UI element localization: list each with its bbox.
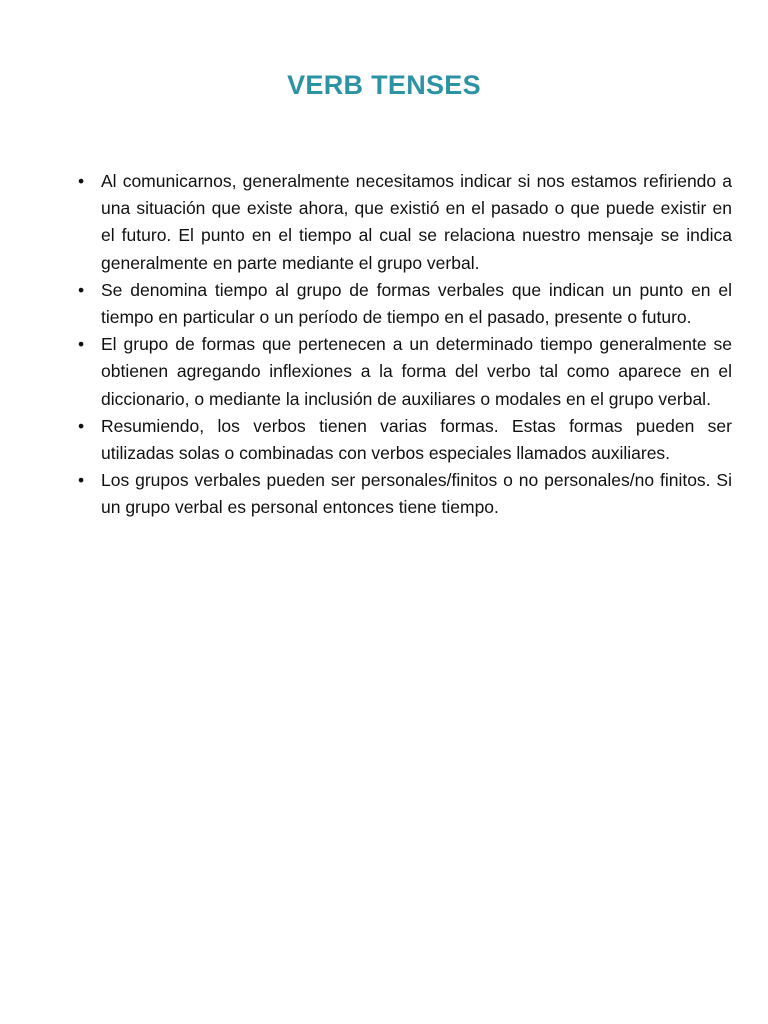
bullet-icon: • bbox=[78, 470, 85, 491]
list-item bbox=[78, 277, 732, 331]
bullet-list bbox=[78, 168, 732, 522]
bullet-icon: • bbox=[78, 171, 85, 191]
list-item-text: Se denomina tiempo al grupo de formas verbales que indican un punto en el tiempo en particular o un período de tiempo en el pasado, presente o futuro. bbox=[101, 279, 732, 328]
bullet-icon: • bbox=[78, 334, 85, 355]
list-item bbox=[78, 413, 732, 467]
list-item-text: El grupo de formas que pertenecen a un determinado tiempo generalmente se obtienen agregando inflexiones a la forma del verbo tal como aparece en el diccionario, o mediante la inclusión de auxiliares o modales en el grupo verbal. bbox=[101, 334, 732, 409]
bullet-icon: • bbox=[78, 415, 85, 436]
list-item bbox=[78, 467, 732, 521]
list-item-text: Al comunicarnos, generalmente necesitamos indicar si nos estamos refiriendo a una situación que existe ahora, que existió en el pasado o que puede existir en el futuro. El punto en el tiempo al cual se relaciona nuestro mensaje se indica generalmente en parte mediante el grupo verbal. bbox=[101, 171, 732, 273]
list-item bbox=[78, 168, 732, 277]
page-title: VERB TENSES bbox=[287, 70, 481, 100]
bullet-icon: • bbox=[78, 279, 85, 300]
list-item bbox=[78, 331, 732, 413]
list-item-text: Los grupos verbales pueden ser personales/finitos o no personales/no finitos. Si un grupo verbal es personal entonces tiene tiempo. bbox=[101, 470, 732, 518]
list-item-text: Resumiendo, los verbos tienen varias formas. Estas formas pueden ser utilizadas solas o combinadas con verbos especiales llamados auxiliares. bbox=[101, 415, 732, 464]
